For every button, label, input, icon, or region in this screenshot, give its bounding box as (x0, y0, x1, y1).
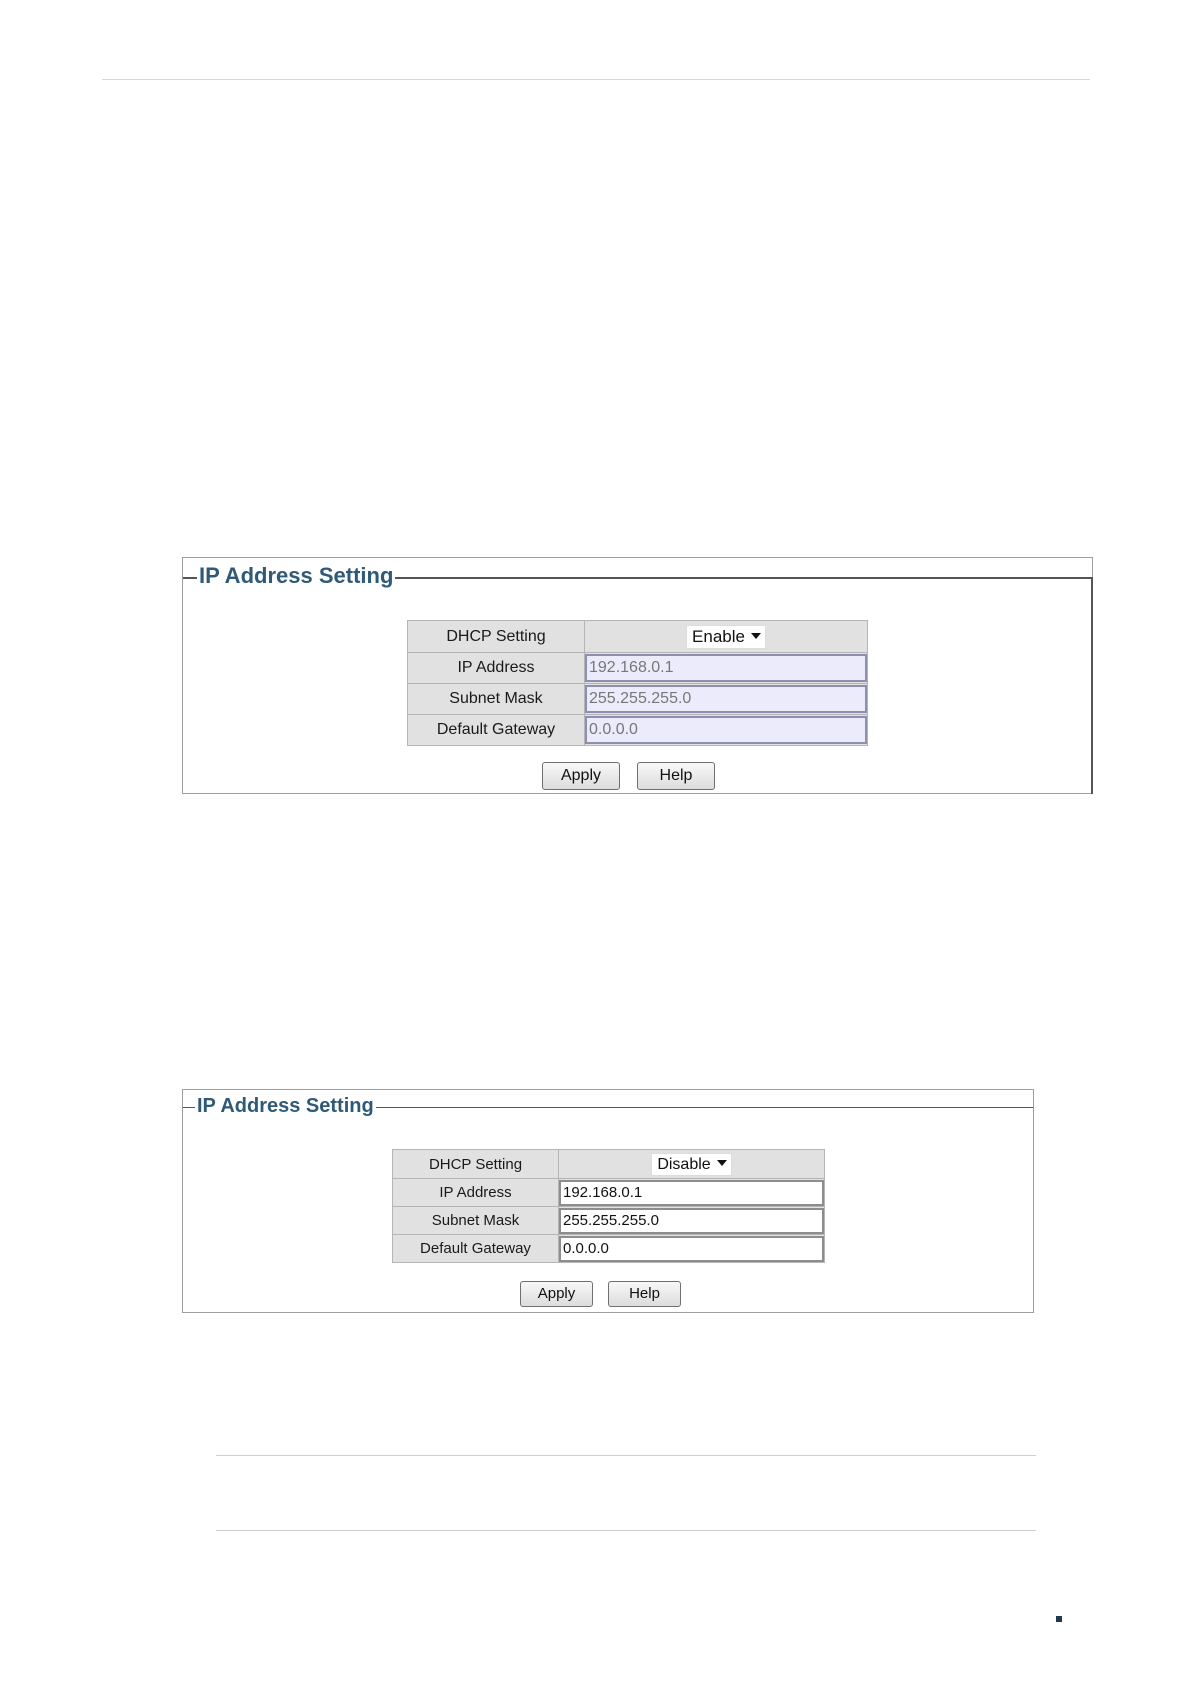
ip-address-input[interactable]: 192.168.0.1 (559, 1180, 824, 1206)
apply-button[interactable]: Apply (542, 762, 620, 790)
chevron-down-icon (751, 633, 761, 639)
table-row (393, 1207, 825, 1235)
ip-address-input[interactable]: 192.168.0.1 (585, 654, 867, 682)
default-gateway-cell (585, 715, 868, 746)
ip-address-setting-panel-dhcp-enabled (182, 557, 1093, 794)
dhcp-setting-selected-value: Enable (692, 626, 745, 646)
header-rule (102, 79, 1090, 80)
table-row (408, 684, 868, 715)
dhcp-setting-selected-value: Disable (657, 1155, 711, 1173)
default-gateway-input[interactable]: 0.0.0.0 (559, 1236, 824, 1262)
dhcp-setting-cell (559, 1150, 825, 1179)
ip-address-label: IP Address (408, 653, 585, 684)
note-top-rule (216, 1455, 1036, 1456)
table-row (393, 1235, 825, 1263)
panel-title: IP Address Setting (199, 563, 394, 588)
table-row (393, 1179, 825, 1207)
note-bottom-rule (216, 1530, 1036, 1531)
page-marker-icon (1056, 1616, 1062, 1622)
ip-address-label: IP Address (393, 1179, 559, 1207)
subnet-mask-input[interactable]: 255.255.255.0 (585, 685, 867, 713)
chevron-down-icon (717, 1160, 727, 1166)
dhcp-setting-label: DHCP Setting (408, 621, 585, 653)
dhcp-setting-select[interactable] (651, 1153, 731, 1176)
ip-address-cell (585, 653, 868, 684)
subnet-mask-label: Subnet Mask (408, 684, 585, 715)
ip-settings-table (407, 620, 868, 746)
help-button[interactable]: Help (637, 762, 715, 790)
ip-address-cell (559, 1179, 825, 1207)
subnet-mask-label: Subnet Mask (393, 1207, 559, 1235)
table-row (408, 653, 868, 684)
apply-button[interactable]: Apply (520, 1281, 593, 1307)
ip-settings-table (392, 1149, 825, 1263)
dhcp-setting-select[interactable] (686, 625, 766, 649)
panel-edge (1091, 577, 1093, 794)
subnet-mask-cell (585, 684, 868, 715)
table-row (393, 1150, 825, 1179)
default-gateway-label: Default Gateway (393, 1235, 559, 1263)
default-gateway-cell (559, 1235, 825, 1263)
ip-address-setting-panel-dhcp-disabled (182, 1089, 1034, 1313)
table-row (408, 715, 868, 746)
help-button[interactable]: Help (608, 1281, 681, 1307)
table-row (408, 621, 868, 653)
dhcp-setting-cell (585, 621, 868, 653)
subnet-mask-input[interactable]: 255.255.255.0 (559, 1208, 824, 1234)
panel-title: IP Address Setting (197, 1095, 374, 1117)
dhcp-setting-label: DHCP Setting (393, 1150, 559, 1179)
default-gateway-label: Default Gateway (408, 715, 585, 746)
default-gateway-input[interactable]: 0.0.0.0 (585, 716, 867, 744)
subnet-mask-cell (559, 1207, 825, 1235)
